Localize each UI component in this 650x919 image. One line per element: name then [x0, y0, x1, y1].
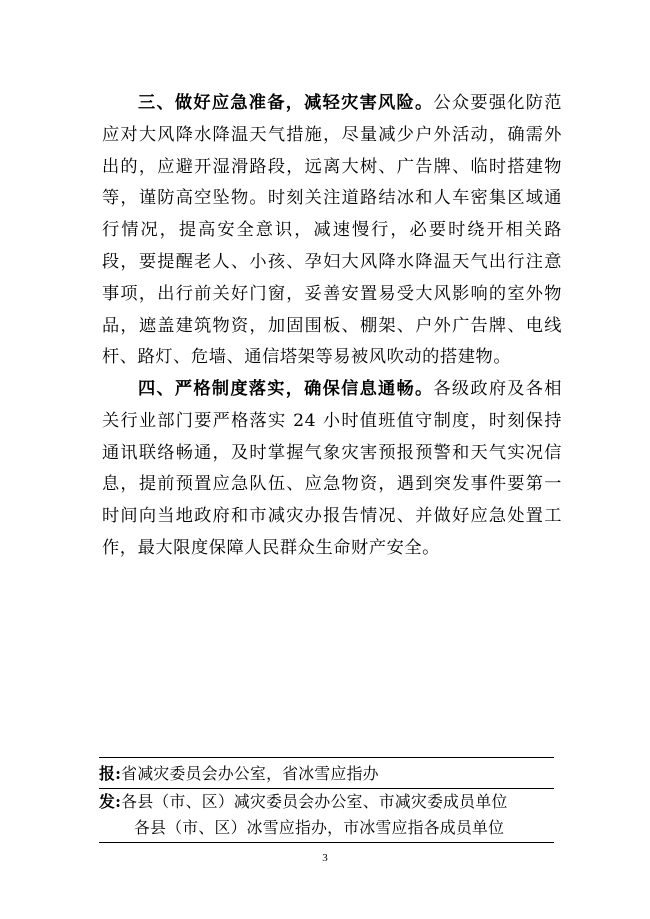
send-recipients-1: 各县（市、区）减灾委员会办公室、市减灾委成员单位 [121, 792, 508, 811]
page-number: 3 [322, 852, 328, 864]
send-label: 发: [99, 792, 122, 811]
paragraph-body: 各级政府及各相关行业部门要严格落实 24 小时值班值守制度，时刻保持通讯联络畅通，及时掌握气象灾害预报预警和天气实况信息，提前预置应急队伍、应急物资，遇到突发事件要第一时间向当地政府和市减灾办报告情况、并做好应急处置工作，最大限度保障人民群众生命财产安全。 [102, 379, 562, 558]
paragraph-system-implementation [102, 374, 562, 565]
report-label: 报: [99, 764, 122, 783]
send-to-line [99, 788, 508, 815]
paragraph-heading: 四、严格制度落实，确保信息通畅。 [138, 379, 434, 399]
distribution-top-rule [99, 757, 554, 758]
paragraph-heading: 三、做好应急准备，减轻灾害风险。 [138, 93, 434, 113]
distribution-bottom-rule [99, 842, 554, 843]
report-recipients: 省减灾委员会办公室，省冰雪应指办 [121, 764, 379, 783]
paragraph-emergency-preparation [102, 88, 562, 374]
send-recipients-2: 各县（市、区）冰雪应指办，市冰雪应指各成员单位 [134, 818, 505, 837]
report-to-line [99, 760, 379, 787]
paragraph-body: 公众要强化防范应对大风降水降温天气措施，尽量减少户外活动，确需外出的，应避开湿滑路段，远离大树、广告牌、临时搭建物等，谨防高空坠物。时刻关注道路结冰和人车密集区域通行情况，提高安全意识，减速慢行，必要时绕开相关路段，要提醒老人、小孩、孕妇大风降水降温天气出行注意事项，出行前关好门窗，妥善安置易受大风影响的室外物品，遮盖建筑物资，加固围板、棚架、户外广告牌、电线杆、路灯、危墙、通信塔架等易被风吹动的搭建物。 [102, 93, 562, 368]
send-to-line-2 [134, 814, 504, 841]
